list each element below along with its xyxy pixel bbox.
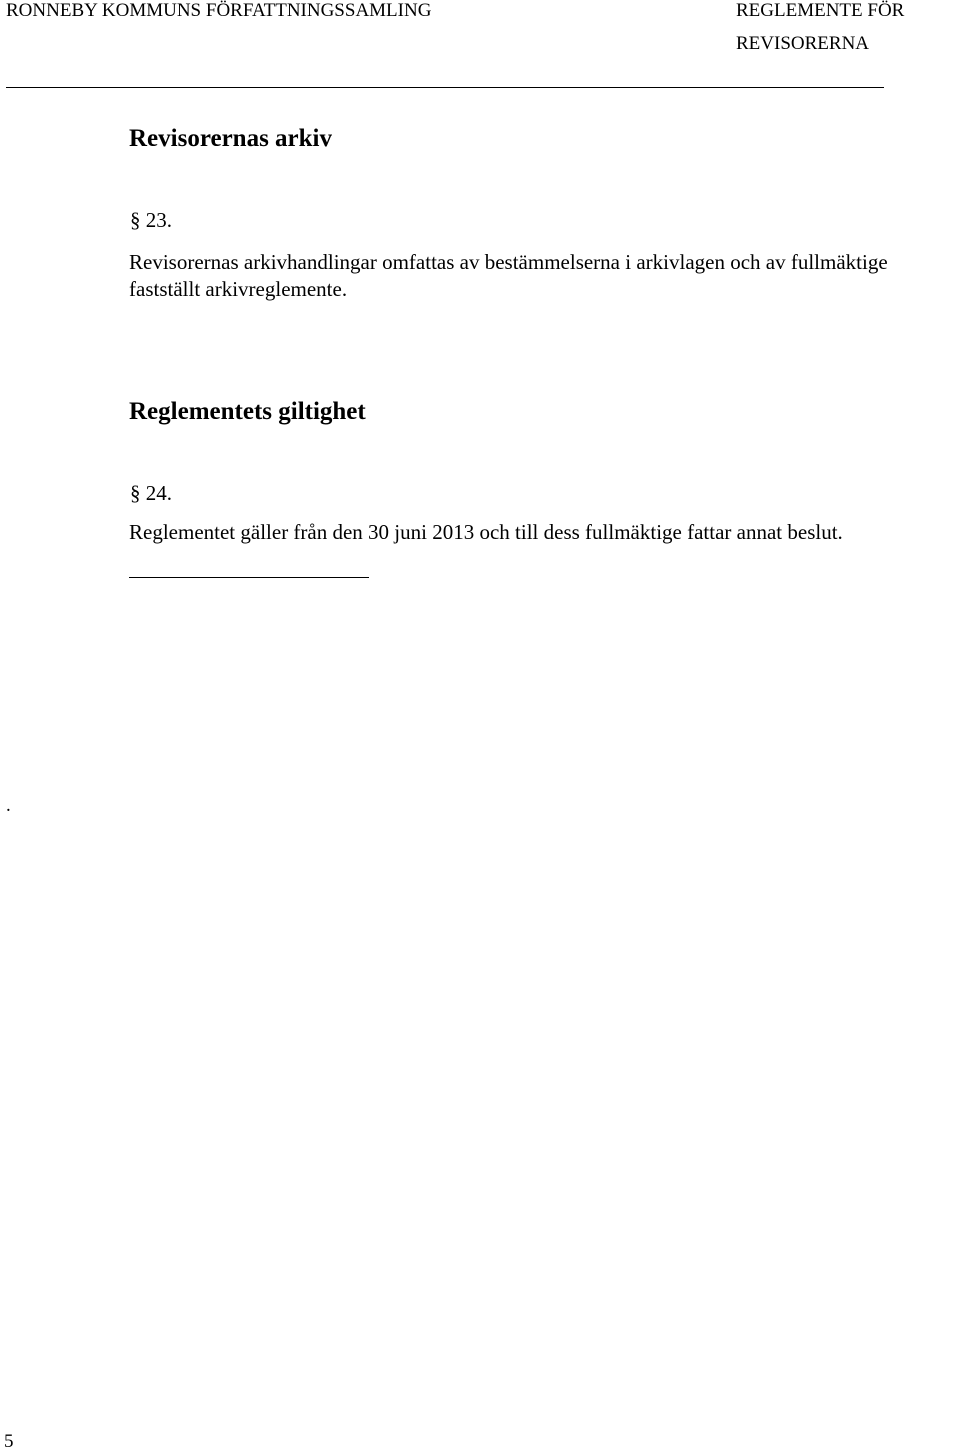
header-divider	[6, 87, 884, 88]
paragraph-text-23-line1: Revisorernas arkivhandlingar omfattas av bestämmelserna i arkivlagen och av fullmäktige	[129, 250, 888, 274]
header-title: RONNEBY KOMMUNS FÖRFATTNINGSSAMLING	[6, 0, 432, 21]
page-number: 5	[4, 1431, 14, 1452]
section-heading-arkiv: Revisorernas arkiv	[129, 125, 332, 152]
header-document-type-line1: REGLEMENTE FÖR	[736, 0, 905, 21]
paragraph-text-23-line2: fastställt arkivreglemente.	[129, 277, 348, 301]
stray-mark: .	[6, 795, 11, 816]
paragraph-number-24: § 24.	[130, 481, 172, 505]
paragraph-number-23: § 23.	[130, 208, 172, 232]
paragraph-text-24: Reglementet gäller från den 30 juni 2013 och till dess fullmäktige fattar annat beslut.	[129, 520, 843, 544]
section-heading-giltighet: Reglementets giltighet	[129, 398, 366, 425]
end-of-text-rule	[129, 577, 369, 578]
header-document-type-line2: REVISORERNA	[736, 33, 870, 54]
